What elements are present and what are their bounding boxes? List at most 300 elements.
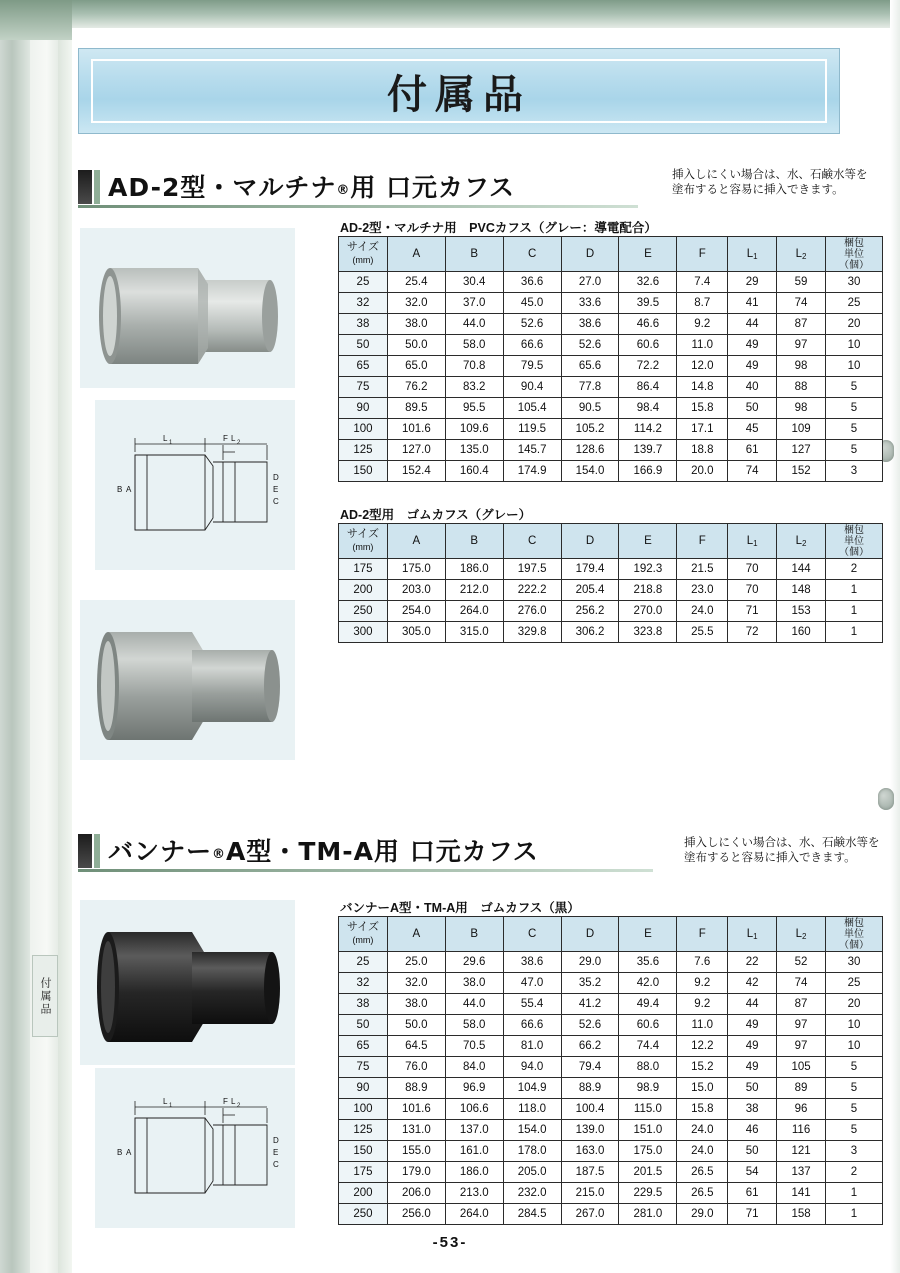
table-row — [339, 952, 883, 973]
cell-e: 39.5 — [619, 293, 677, 314]
heading-bar-icon — [78, 170, 92, 204]
cell-c: 145.7 — [503, 440, 561, 461]
binder-hole-icon — [878, 788, 894, 810]
registered-mark-icon: ® — [212, 847, 227, 862]
col-header-size-label: サイズ — [346, 241, 379, 253]
cell-d: 163.0 — [561, 1141, 619, 1162]
cell-size: 100 — [339, 419, 388, 440]
cell-b: 264.0 — [445, 601, 503, 622]
col-header-a: A — [387, 917, 445, 952]
cell-d: 267.0 — [561, 1204, 619, 1225]
gray-cuff-photo-icon — [80, 228, 295, 388]
svg-text:L: L — [163, 434, 168, 443]
table-body-banner — [339, 952, 883, 1225]
cell-f: 20.0 — [677, 461, 728, 482]
col-header-f: F — [677, 524, 728, 559]
cell-l2: 98 — [777, 398, 826, 419]
heading-underline — [78, 869, 653, 872]
cell-f: 24.0 — [677, 1141, 728, 1162]
section-note-banner-line1: 挿入しにくい場合は、水、石鹸水等を — [684, 837, 880, 849]
cell-d: 41.2 — [561, 994, 619, 1015]
cell-d: 33.6 — [561, 293, 619, 314]
cell-b: 84.0 — [445, 1057, 503, 1078]
svg-text:E: E — [273, 1148, 279, 1157]
photo-ad2-pvc-cuff — [80, 228, 295, 388]
cell-c: 66.6 — [503, 1015, 561, 1036]
section-title-main: AD-2型・マルチナ — [108, 173, 337, 202]
col-header-pack-unit — [826, 237, 883, 272]
cell-c: 94.0 — [503, 1057, 561, 1078]
cell-f: 21.5 — [677, 559, 728, 580]
cell-a: 88.9 — [387, 1078, 445, 1099]
cell-a: 155.0 — [387, 1141, 445, 1162]
binding-edge-mid — [30, 0, 58, 1273]
cell-c: 104.9 — [503, 1078, 561, 1099]
section-heading-banner — [78, 832, 653, 872]
cell-d: 29.0 — [561, 952, 619, 973]
cell-size: 38 — [339, 994, 388, 1015]
cell-b: 96.9 — [445, 1078, 503, 1099]
registered-mark-icon: ® — [336, 183, 351, 198]
cell-c: 66.6 — [503, 335, 561, 356]
table-header-row — [339, 917, 883, 952]
cell-a: 50.0 — [387, 335, 445, 356]
heading-bar-accent-icon — [94, 170, 100, 204]
cell-l1: 70 — [728, 559, 777, 580]
cell-pack: 5 — [826, 1057, 883, 1078]
heading-bar-icon — [78, 834, 92, 868]
cell-c: 154.0 — [503, 1120, 561, 1141]
col-header-a: A — [387, 237, 445, 272]
section-title-main: バンナー — [108, 837, 213, 866]
col-header-size-unit: (mm) — [352, 255, 374, 265]
cell-e: 115.0 — [619, 1099, 677, 1120]
cell-c: 205.0 — [503, 1162, 561, 1183]
svg-text:L: L — [163, 1097, 168, 1106]
cell-c: 45.0 — [503, 293, 561, 314]
cell-e: 139.7 — [619, 440, 677, 461]
cell-size: 65 — [339, 1036, 388, 1057]
svg-text:C: C — [273, 1160, 279, 1169]
pack-line-2: 単位 — [844, 928, 864, 940]
svg-text:B: B — [117, 1148, 123, 1157]
cell-f: 9.2 — [677, 314, 728, 335]
col-header-size-unit: (mm) — [352, 935, 374, 945]
cell-pack: 5 — [826, 1078, 883, 1099]
cell-a: 131.0 — [387, 1120, 445, 1141]
pack-line-1: 梱包 — [844, 917, 864, 929]
cell-l2: 74 — [777, 293, 826, 314]
cell-e: 229.5 — [619, 1183, 677, 1204]
cell-c: 79.5 — [503, 356, 561, 377]
page-title: 付属品 — [387, 71, 531, 118]
cell-c: 197.5 — [503, 559, 561, 580]
table-row — [339, 559, 883, 580]
svg-text:1: 1 — [169, 1103, 173, 1109]
cell-d: 35.2 — [561, 973, 619, 994]
col-header-l1: $L_1$ — [728, 237, 777, 272]
cell-a: 101.6 — [387, 419, 445, 440]
cell-e: 98.9 — [619, 1078, 677, 1099]
cell-f: 14.8 — [677, 377, 728, 398]
cell-b: 109.6 — [445, 419, 503, 440]
cell-b: 137.0 — [445, 1120, 503, 1141]
cell-d: 52.6 — [561, 335, 619, 356]
table-row — [339, 601, 883, 622]
cell-d: 179.4 — [561, 559, 619, 580]
cell-f: 15.0 — [677, 1078, 728, 1099]
cell-c: 222.2 — [503, 580, 561, 601]
cell-b: 58.0 — [445, 1015, 503, 1036]
cell-b: 30.4 — [445, 272, 503, 293]
cell-size: 32 — [339, 973, 388, 994]
col-header-l1: $L_1$ — [728, 917, 777, 952]
page-title-frame — [91, 59, 827, 123]
table-ad2-pvc — [338, 236, 883, 482]
cell-size: 50 — [339, 335, 388, 356]
cell-d: 66.2 — [561, 1036, 619, 1057]
table-row — [339, 1015, 883, 1036]
page-right-edge — [890, 0, 900, 1273]
cell-d: 306.2 — [561, 622, 619, 643]
cell-c: 232.0 — [503, 1183, 561, 1204]
cell-c: 276.0 — [503, 601, 561, 622]
cell-l2: 121 — [777, 1141, 826, 1162]
cell-e: 88.0 — [619, 1057, 677, 1078]
table-header-row — [339, 237, 883, 272]
cell-pack: 5 — [826, 377, 883, 398]
cell-a: 203.0 — [387, 580, 445, 601]
cell-size: 90 — [339, 1078, 388, 1099]
pack-line-1: 梱包 — [844, 524, 864, 536]
cell-e: 60.6 — [619, 335, 677, 356]
cell-pack: 1 — [826, 601, 883, 622]
side-tab-label: 付属品 — [32, 955, 58, 1037]
pack-line-2: 単位 — [844, 535, 864, 547]
section-title-tail: A型・TM-A用 口元カフス — [226, 837, 539, 866]
cell-l2: 96 — [777, 1099, 826, 1120]
cell-e: 114.2 — [619, 419, 677, 440]
cell-d: 187.5 — [561, 1162, 619, 1183]
cell-f: 9.2 — [677, 973, 728, 994]
cell-e: 281.0 — [619, 1204, 677, 1225]
heading-bar-accent-icon — [94, 834, 100, 868]
cell-c: 119.5 — [503, 419, 561, 440]
binding-edge-inner — [58, 0, 72, 1273]
cell-l2: 74 — [777, 973, 826, 994]
cell-a: 305.0 — [387, 622, 445, 643]
cell-l1: 49 — [728, 1036, 777, 1057]
cell-size: 75 — [339, 1057, 388, 1078]
table-row — [339, 1099, 883, 1120]
col-header-l2: $L_2$ — [777, 917, 826, 952]
table-row — [339, 580, 883, 601]
cell-l1: 44 — [728, 314, 777, 335]
cell-c: 174.9 — [503, 461, 561, 482]
cell-d: 27.0 — [561, 272, 619, 293]
cell-b: 44.0 — [445, 314, 503, 335]
cell-pack: 5 — [826, 419, 883, 440]
cell-size: 200 — [339, 580, 388, 601]
table-row — [339, 272, 883, 293]
cell-size: 200 — [339, 1183, 388, 1204]
cell-l2: 153 — [777, 601, 826, 622]
cell-c: 55.4 — [503, 994, 561, 1015]
cell-a: 38.0 — [387, 994, 445, 1015]
cell-f: 24.0 — [677, 601, 728, 622]
cell-b: 186.0 — [445, 559, 503, 580]
svg-text:E: E — [273, 485, 279, 494]
cell-d: 215.0 — [561, 1183, 619, 1204]
cell-l1: 42 — [728, 973, 777, 994]
cell-l1: 71 — [728, 1204, 777, 1225]
section-title-ad2 — [108, 168, 515, 204]
cell-e: 323.8 — [619, 622, 677, 643]
cell-b: 160.4 — [445, 461, 503, 482]
cell-pack: 10 — [826, 1036, 883, 1057]
svg-text:C: C — [273, 497, 279, 506]
cell-size: 125 — [339, 440, 388, 461]
cell-b: 70.5 — [445, 1036, 503, 1057]
drawing-banner-dimensions — [95, 1068, 295, 1228]
cell-b: 38.0 — [445, 973, 503, 994]
cell-c: 284.5 — [503, 1204, 561, 1225]
table-row — [339, 1120, 883, 1141]
cell-e: 35.6 — [619, 952, 677, 973]
cell-d: 105.2 — [561, 419, 619, 440]
cell-l2: 97 — [777, 1036, 826, 1057]
table-caption-ad2-pvc: AD-2型・マルチナ用 PVCカフス（グレー：導電配合） — [340, 221, 657, 235]
cell-l2: 137 — [777, 1162, 826, 1183]
cell-e: 32.6 — [619, 272, 677, 293]
cell-l2: 87 — [777, 314, 826, 335]
cell-a: 76.0 — [387, 1057, 445, 1078]
cell-l1: 29 — [728, 272, 777, 293]
cell-a: 256.0 — [387, 1204, 445, 1225]
cell-b: 95.5 — [445, 398, 503, 419]
cell-d: 88.9 — [561, 1078, 619, 1099]
cell-l1: 61 — [728, 440, 777, 461]
cell-d: 77.8 — [561, 377, 619, 398]
cell-c: 105.4 — [503, 398, 561, 419]
cell-l1: 45 — [728, 419, 777, 440]
cell-pack: 2 — [826, 1162, 883, 1183]
cell-a: 76.2 — [387, 377, 445, 398]
cell-l2: 160 — [777, 622, 826, 643]
cell-l2: 109 — [777, 419, 826, 440]
cell-a: 101.6 — [387, 1099, 445, 1120]
col-header-size — [339, 917, 388, 952]
cell-d: 128.6 — [561, 440, 619, 461]
col-header-size-label: サイズ — [346, 528, 379, 540]
col-header-e: E — [619, 524, 677, 559]
cell-pack: 10 — [826, 356, 883, 377]
col-header-b: B — [445, 917, 503, 952]
cell-e: 46.6 — [619, 314, 677, 335]
cell-pack: 25 — [826, 973, 883, 994]
cell-l1: 40 — [728, 377, 777, 398]
cell-f: 15.8 — [677, 398, 728, 419]
cell-l1: 44 — [728, 994, 777, 1015]
col-header-size — [339, 524, 388, 559]
table-body-ad2-pvc — [339, 272, 883, 482]
cell-b: 213.0 — [445, 1183, 503, 1204]
cell-pack: 10 — [826, 335, 883, 356]
cell-c: 36.6 — [503, 272, 561, 293]
cell-pack: 1 — [826, 580, 883, 601]
cell-f: 25.5 — [677, 622, 728, 643]
col-header-pack-unit — [826, 524, 883, 559]
dimension-drawing-icon — [95, 1068, 295, 1228]
cell-e: 49.4 — [619, 994, 677, 1015]
cell-a: 25.0 — [387, 952, 445, 973]
section-heading-ad2 — [78, 168, 638, 208]
cell-f: 12.2 — [677, 1036, 728, 1057]
cell-l2: 97 — [777, 335, 826, 356]
cell-e: 60.6 — [619, 1015, 677, 1036]
col-header-d: D — [561, 237, 619, 272]
svg-text:L: L — [231, 434, 236, 443]
table-ad2-rubber — [338, 523, 883, 643]
cell-l1: 49 — [728, 335, 777, 356]
cell-f: 11.0 — [677, 335, 728, 356]
cell-e: 72.2 — [619, 356, 677, 377]
table-row — [339, 1162, 883, 1183]
cell-d: 52.6 — [561, 1015, 619, 1036]
col-header-b: B — [445, 237, 503, 272]
cell-b: 264.0 — [445, 1204, 503, 1225]
cell-e: 218.8 — [619, 580, 677, 601]
cell-pack: 5 — [826, 1099, 883, 1120]
table-row — [339, 1057, 883, 1078]
table-body-ad2-rubber — [339, 559, 883, 643]
cell-size: 50 — [339, 1015, 388, 1036]
cell-a: 32.0 — [387, 293, 445, 314]
svg-text:D: D — [273, 473, 279, 482]
cell-pack: 10 — [826, 1015, 883, 1036]
table-row — [339, 1204, 883, 1225]
cell-b: 83.2 — [445, 377, 503, 398]
table-row — [339, 1036, 883, 1057]
cell-pack: 25 — [826, 293, 883, 314]
cell-f: 9.2 — [677, 994, 728, 1015]
cell-pack: 5 — [826, 440, 883, 461]
cell-l1: 50 — [728, 398, 777, 419]
cell-size: 25 — [339, 952, 388, 973]
cell-l2: 88 — [777, 377, 826, 398]
cell-l1: 61 — [728, 1183, 777, 1204]
cell-e: 151.0 — [619, 1120, 677, 1141]
cell-d: 205.4 — [561, 580, 619, 601]
table-row — [339, 461, 883, 482]
cell-f: 15.2 — [677, 1057, 728, 1078]
table-caption-banner: バンナーA型・TM-A用 ゴムカフス（黒） — [340, 901, 580, 915]
table-row — [339, 335, 883, 356]
cell-pack: 5 — [826, 398, 883, 419]
black-rubber-cuff-photo-icon — [80, 900, 295, 1065]
cell-a: 175.0 — [387, 559, 445, 580]
cell-f: 17.1 — [677, 419, 728, 440]
cell-e: 175.0 — [619, 1141, 677, 1162]
cell-l1: 41 — [728, 293, 777, 314]
pack-line-3: （個） — [839, 546, 869, 558]
cell-l2: 148 — [777, 580, 826, 601]
table-header-row — [339, 524, 883, 559]
cell-size: 65 — [339, 356, 388, 377]
cell-l2: 59 — [777, 272, 826, 293]
cell-a: 25.4 — [387, 272, 445, 293]
cell-a: 50.0 — [387, 1015, 445, 1036]
cell-f: 29.0 — [677, 1204, 728, 1225]
cell-size: 75 — [339, 377, 388, 398]
table-row — [339, 1141, 883, 1162]
cell-l2: 158 — [777, 1204, 826, 1225]
cell-c: 81.0 — [503, 1036, 561, 1057]
cell-l1: 49 — [728, 356, 777, 377]
col-header-f: F — [677, 917, 728, 952]
pack-line-1: 梱包 — [844, 237, 864, 249]
cell-pack: 1 — [826, 1183, 883, 1204]
cell-a: 64.5 — [387, 1036, 445, 1057]
cell-d: 65.6 — [561, 356, 619, 377]
cell-size: 250 — [339, 601, 388, 622]
cell-pack: 5 — [826, 1120, 883, 1141]
cell-l2: 89 — [777, 1078, 826, 1099]
section-note-banner-line2: 塗布すると容易に挿入できます。 — [684, 852, 856, 864]
table-row — [339, 377, 883, 398]
dimension-drawing-icon — [95, 400, 295, 570]
table-row — [339, 398, 883, 419]
cell-f: 12.0 — [677, 356, 728, 377]
cell-a: 32.0 — [387, 973, 445, 994]
table-row — [339, 973, 883, 994]
cell-size: 38 — [339, 314, 388, 335]
cell-size: 100 — [339, 1099, 388, 1120]
cell-l2: 105 — [777, 1057, 826, 1078]
cell-f: 26.5 — [677, 1183, 728, 1204]
pack-line-2: 単位 — [844, 248, 864, 260]
cell-a: 127.0 — [387, 440, 445, 461]
cell-pack: 30 — [826, 952, 883, 973]
col-header-b: B — [445, 524, 503, 559]
cell-a: 38.0 — [387, 314, 445, 335]
col-header-e: E — [619, 237, 677, 272]
col-header-d: D — [561, 524, 619, 559]
cell-c: 178.0 — [503, 1141, 561, 1162]
cell-l2: 52 — [777, 952, 826, 973]
col-header-pack-unit — [826, 917, 883, 952]
cell-pack: 30 — [826, 272, 883, 293]
col-header-size — [339, 237, 388, 272]
col-header-a: A — [387, 524, 445, 559]
cell-b: 212.0 — [445, 580, 503, 601]
cell-size: 150 — [339, 461, 388, 482]
svg-text:B: B — [117, 485, 123, 494]
cell-f: 15.8 — [677, 1099, 728, 1120]
cell-c: 90.4 — [503, 377, 561, 398]
table-row — [339, 356, 883, 377]
cell-b: 29.6 — [445, 952, 503, 973]
cell-l1: 49 — [728, 1015, 777, 1036]
cell-l1: 74 — [728, 461, 777, 482]
svg-text:F: F — [223, 434, 228, 443]
cell-l1: 22 — [728, 952, 777, 973]
table-row — [339, 293, 883, 314]
cell-f: 11.0 — [677, 1015, 728, 1036]
section-note-ad2-line2: 塗布すると容易に挿入できます。 — [672, 184, 844, 196]
drawing-ad2-dimensions — [95, 400, 295, 570]
cell-l1: 38 — [728, 1099, 777, 1120]
